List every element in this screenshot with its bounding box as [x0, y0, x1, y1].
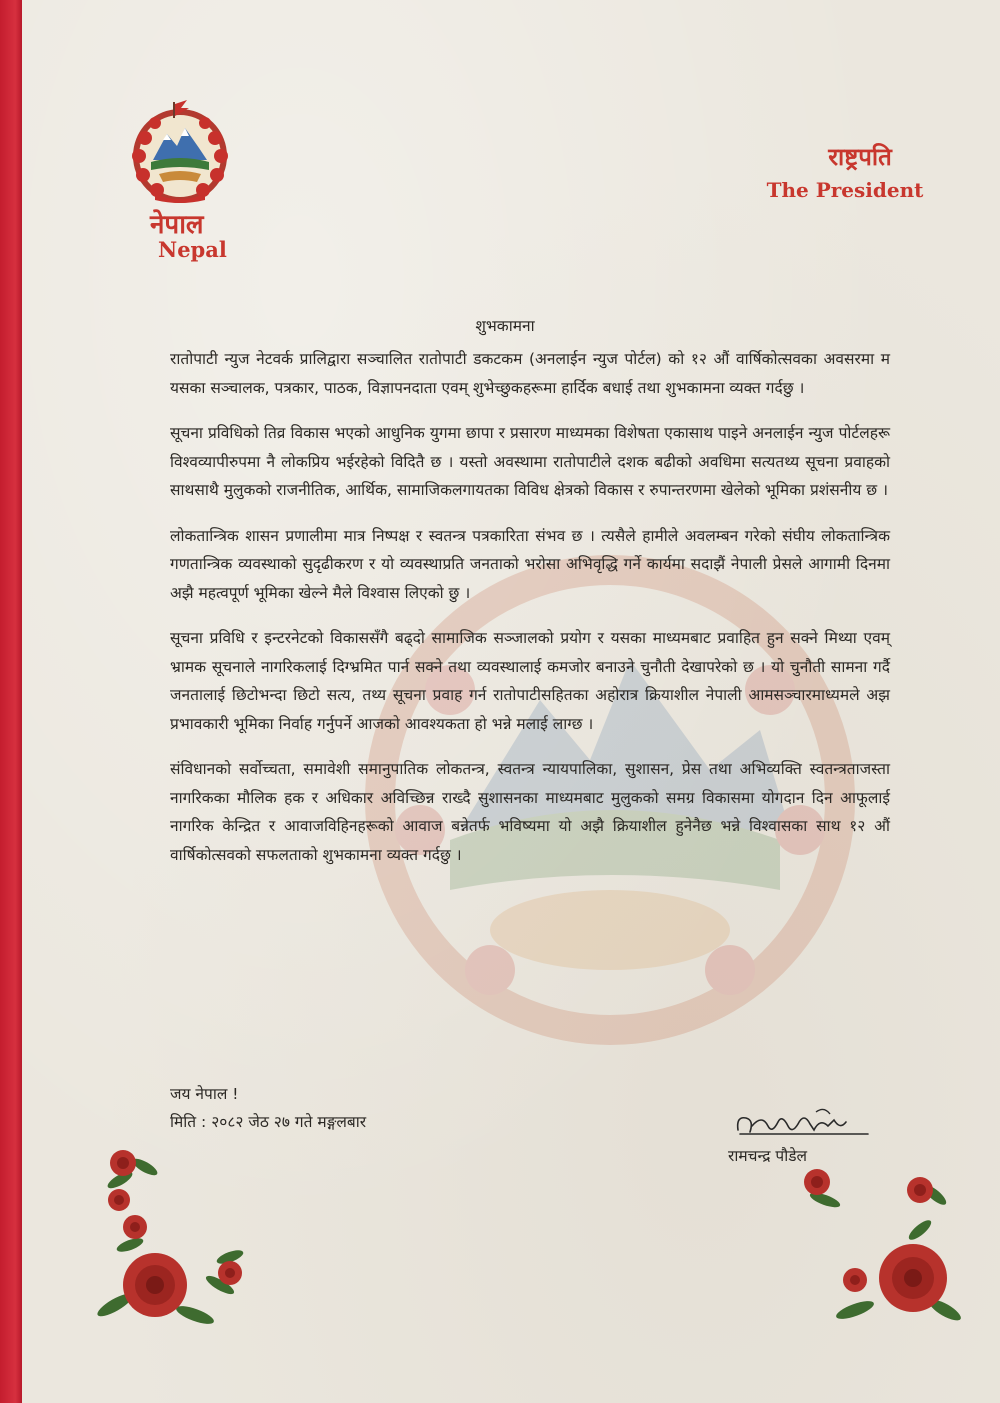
letter-paragraph: संविधानको सर्वोच्चता, समावेशी समानुपातिक लोकतन्त्र, स्वतन्त्र न्यायपालिका, सुशासन, प्रेस तथा अभिव्यक्ति स्वतन्त्रताजस्ता नागरिकका मौलिक हक र अधिकार अविच्छिन्न राख्दै सुशासनका माध्यमबाट मुलुकको समग्र विकासमा योगदान दिन आफूलाई नागरिक केन्द्रित र आवाजविहिनहरूको आवाज बन्नेतर्फ भविष्यमा यो अझै क्रियाशील हुनेनैछ भन्ने विश्वासका साथ १२ औं वार्षिकोत्सवको सफलताको शुभकामना व्यक्त गर्दछु ।	[170, 760, 890, 864]
rhododendron-flowers-left-icon	[95, 1145, 255, 1335]
country-name-english: Nepal	[158, 237, 227, 262]
letter-paragraph: सूचना प्रविधिको तिव्र विकास भएको आधुनिक युगमा छापा र प्रसारण माध्यमका विशेषता एकासाथ पाइने अनलाईन न्युज पोर्टलहरू विश्वव्यापीरुपमा नै लोकप्रिय भईरहेको विदितै छ । यस्तो अवस्थामा रातोपाटीले दशक बढीको अवधिमा सत्यतथ्य सूचना प्रवाहको साथसाथै मुलुकको राजनीतिक, आर्थिक, सामाजिकलगायतका विविध क्षेत्रको विकास र रुपान्तरणमा खेलेको भूमिका प्रशंसनीय छ ।	[170, 424, 890, 499]
rhododendron-flowers-right-icon	[795, 1160, 965, 1330]
signer-name: रामचन्द्र पौडेल	[728, 1147, 808, 1165]
date-line: मिति : २०८२ जेठ २७ गते मङ्गलबार	[170, 1113, 367, 1131]
salutation: जय नेपाल !	[170, 1085, 239, 1103]
country-name-nepali: नेपाल	[150, 210, 204, 240]
letter-body	[170, 345, 890, 886]
nepal-emblem-icon	[125, 98, 235, 206]
left-red-border	[0, 0, 22, 1403]
letter-closing	[170, 1080, 530, 1136]
office-title-english: The President	[766, 178, 924, 202]
office-title-nepali: राष्ट्रपति	[828, 143, 892, 171]
handwritten-signature	[732, 1104, 872, 1146]
letter-heading: शुभकामना	[475, 317, 535, 335]
letter-paragraph: सूचना प्रविधि र इन्टरनेटको विकाससँगै बढ्दो सामाजिक सञ्जालको प्रयोग र यसका माध्यमबाट प्रवाहित हुन सक्ने मिथ्या एवम् भ्रामक सूचनाले नागरिकलाई दिग्भ्रमित पार्न सक्ने तथा व्यवस्थालाई कमजोर बनाउने चुनौती देखापरेको छ । यो चुनौती सामना गर्दै जनतालाई छिटोभन्दा छिटो सत्य, तथ्य सूचना प्रवाह गर्न रातोपाटीसहितका अहोरात्र क्रियाशील नेपाली आमसञ्चारमाध्यमले अझ प्रभावकारी भूमिका निर्वाह गर्नुपर्ने आजको आवश्यकता हो भन्ने मलाई लाग्छ ।	[170, 629, 890, 733]
letter-paragraph: रातोपाटी न्युज नेटवर्क प्रालिद्वारा सञ्चालित रातोपाटी डकटकम (अनलाईन न्युज पोर्टल) को १२ औं वार्षिकोत्सवका अवसरमा म यसका सञ्चालक, पत्रकार, पाठक, विज्ञापनदाता एवम् शुभेच्छुकहरूमा हार्दिक बधाई तथा शुभकामना व्यक्त गर्दछु ।	[170, 350, 890, 397]
letter-paragraph: लोकतान्त्रिक शासन प्रणालीमा मात्र निष्पक्ष र स्वतन्त्र पत्रकारिता संभव छ । त्यसैले हामीले अवलम्बन गरेको संघीय लोकतान्त्रिक गणतान्त्रिक व्यवस्थाको सुदृढीकरण र यो व्यवस्थाप्रति जनताको भरोसा अभिवृद्धि गर्ने कार्यमा सदाझैं नेपाली प्रेसले आगामी दिनमा अझै महत्वपूर्ण भूमिका खेल्ने मैले विश्वास लिएको छु ।	[170, 526, 890, 602]
